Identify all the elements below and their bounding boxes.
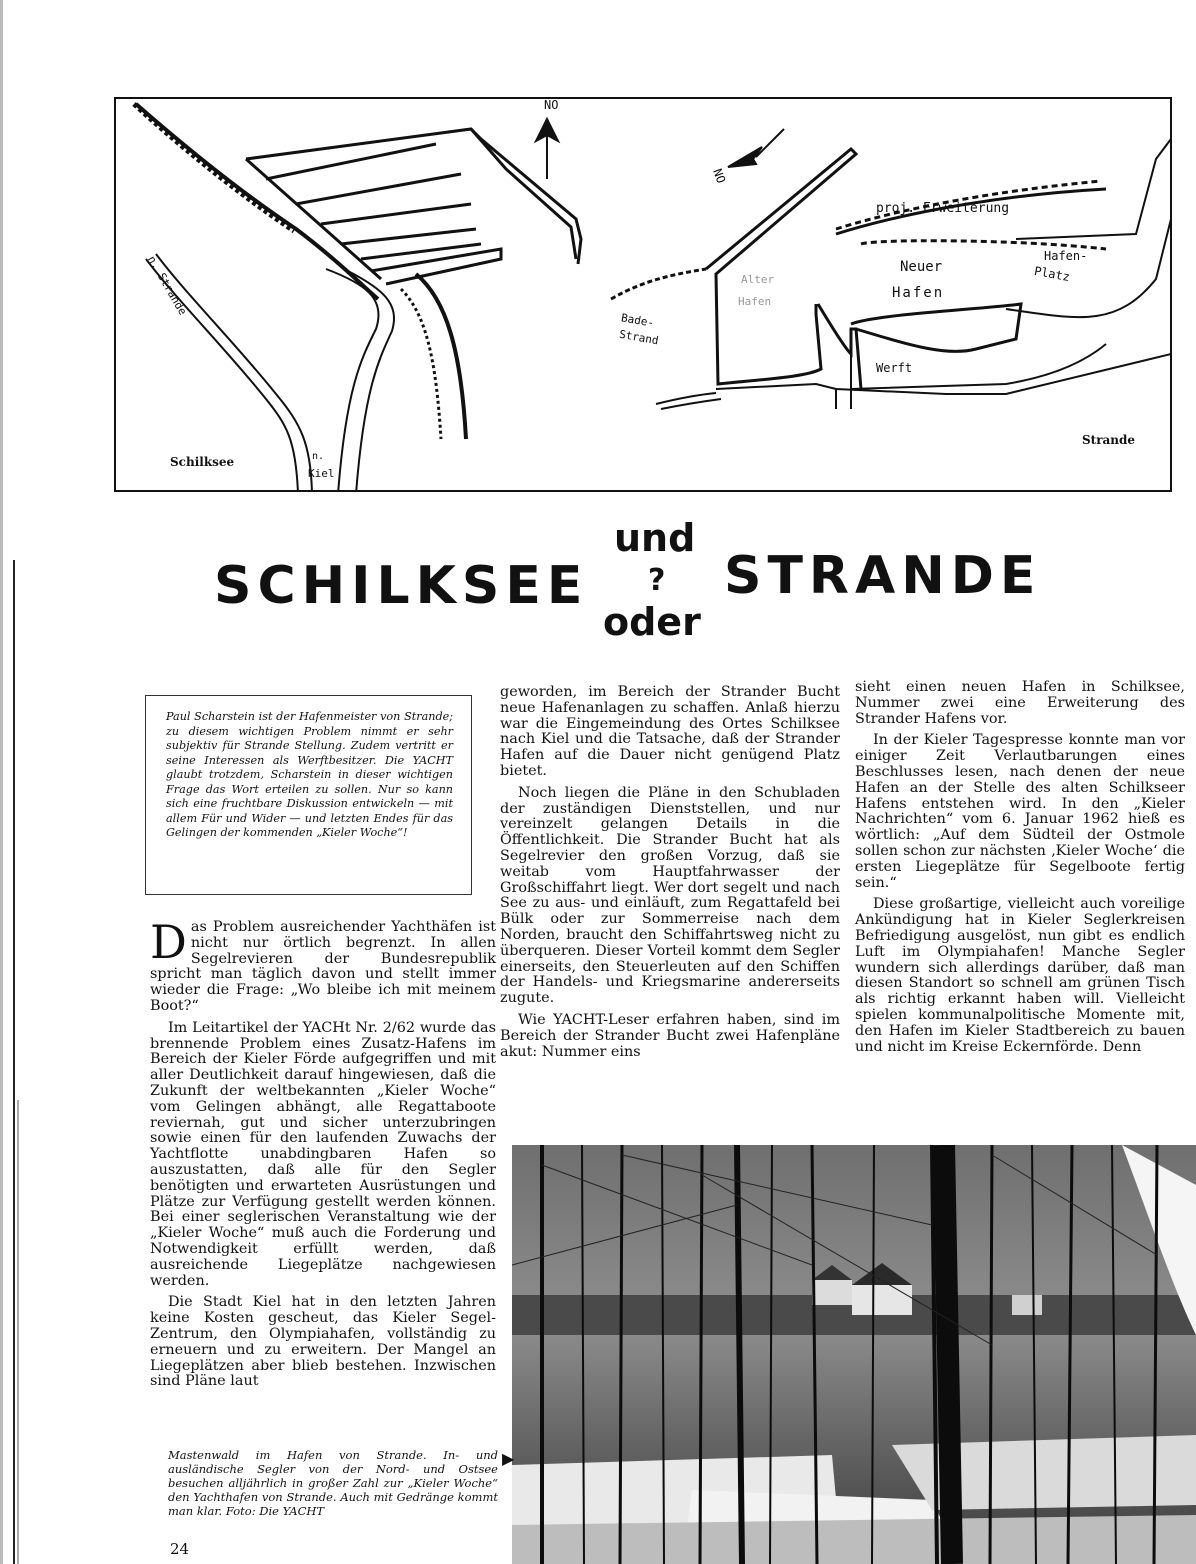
article-paragraph: sieht einen neuen Hafen in Schilksee, Nummer zwei eine Erweiterung des Strander Hafens vor.	[855, 679, 1185, 727]
map-label-bade: Bade-	[620, 311, 656, 330]
headline-strande: STRANDE	[724, 546, 1042, 606]
photo-illustration	[512, 1145, 1196, 1564]
map-label-hafen: Hafen	[892, 285, 945, 301]
map-label-road-kiel: Kiel	[308, 467, 335, 480]
map-label-road-strande: n. Strande	[144, 253, 190, 318]
article-paragraph: as Problem ausreichender Yachthäfen ist nicht nur örtlich begrenzt. In allen Segelrevieren der Bundesrepublik spricht man täglich davon und stellt immer wieder die Frage: „Wo bleibe ich mit meinem Boot?“	[150, 919, 496, 1014]
harbor-map	[114, 97, 1172, 492]
editorial-note-box	[145, 695, 472, 895]
map-label-hafenplatz: Hafen-	[1044, 249, 1088, 263]
headline-oder: oder	[603, 600, 701, 644]
article-paragraph: Wie YACHT-Leser erfahren haben, sind im Bereich der Strander Bucht zwei Hafenpläne akut: Nummer eins	[500, 1011, 840, 1060]
article-column-2	[500, 685, 840, 1060]
map-label-alter-hafen: Hafen	[738, 295, 772, 308]
article-column-3	[855, 680, 1185, 1055]
article-paragraph: Im Leitartikel der YACHt Nr. 2/62 wurde das brennende Problem eines Zusatz-Hafens im Bereich der Kieler Förde aufgegriffen und mit aller Deutlichkeit darauf hingewiesen, daß die Zukunft der weltbekannten „Kieler Woche“ vom Gelingen abhängt, alle Regattaboote reviernah, gut und sicher unterzubringen sowie einen für den laufenden Zuwachs der Yachtflotte unabdingbaren Hafen so auszustatten, daß alle für den Segler benötigten und erwarteten Ausrüstungen und Plätze zur Verfügung gestellt werden können. Bei einer seglerischen Veranstaltung wie der „Kieler Woche“ muß auch die Forderung und Notwendigkeit erfüllt werden, daß ausreichende Liegeplätze nachgewiesen werden.	[150, 1019, 496, 1289]
page-number: 24	[170, 1540, 190, 1558]
map-label-alter: Alter	[741, 273, 775, 286]
map-label-neuer: Neuer	[900, 259, 943, 275]
editorial-note-text: Paul Scharstein ist der Hafenmeister von Strande; zu diesem wichtigen Problem nimmt er sehr subjektiv für Strande Stellung. Zudem vertritt er seine Interessen als Werftbesitzer. Die YACHT glaubt trotzdem, Scharstein in dieser wichtigen Frage das Wort erteilen zu sollen. Nur so kann sich eine fruchtbare Diskussion entwickeln — mit allem Für und Wider — und letzten Endes für das Gelingen der kommenden „Kieler Woche“!	[166, 710, 453, 839]
map-label-strand: Strand	[618, 327, 660, 348]
north-label-right: NO	[710, 166, 729, 186]
harbor-masts-photo	[512, 1145, 1196, 1564]
article-column-1	[150, 915, 496, 1390]
photo-caption: Mastenwald im Hafen von Strande. In- und ausländische Segler von der Nord- und Ostsee besuchen alljährlich in großer Zahl zur „Kieler Woche“ den Yachthafen von Strande. Auch mit Gedränge kommt man klar. Foto: Die YACHT	[168, 1448, 498, 1518]
caption-arrow-icon: ▶	[502, 1449, 515, 1468]
map-place-strande: Strande	[1082, 433, 1136, 447]
page-edge-shadow	[0, 0, 30, 1564]
map-label-road-n: n.	[312, 451, 325, 462]
map-place-schilksee: Schilksee	[170, 455, 235, 469]
map-label-platz: Platz	[1033, 263, 1072, 285]
article-paragraph: geworden, im Bereich der Strander Bucht neue Hafenanlagen zu schaffen. Anlaß hierzu war die Eingemeindung des Ortes Schilksee nach Kiel und die Tatsache, daß der Strander Hafen auf die Dauer nicht genügend Platz bietet.	[500, 684, 840, 779]
article-paragraph: In der Kieler Tagespresse konnte man vor einiger Zeit Verlautbarungen eines Beschlusses lesen, nach denen der neue Hafen an der Stelle des alten Schilkseer Hafens entstehen wird. In den „Kieler Nachrichten“ vom 6. Januar 1962 hieß es wörtlich: „Auf dem Südteil der Ostmole sollen schon zur nächsten ‚Kieler Woche‘ die ersten Liegeplätze für Segelboote fertig sein.“	[855, 732, 1185, 891]
headline-und: und	[614, 516, 696, 560]
map-label-werft: Werft	[876, 361, 913, 375]
north-label-left: NO	[544, 98, 559, 112]
headline-question-mark: ?	[648, 563, 666, 598]
article-paragraph: Die Stadt Kiel hat in den letzten Jahren keine Kosten gescheut, das Kieler Segel-Zentrum, den Olympiahafen, vollständig zu erneuern und zu erweitern. Der Mangel an Liegeplätzen aber blieb bestehen. Inzwischen sind Pläne laut	[150, 1294, 496, 1390]
article-paragraph: Noch liegen die Pläne in den Schubladen der zuständigen Dienststellen, und nur vereinzelt gelangen Details in die Öffentlichkeit. Die Strander Bucht hat als Segelrevier den großen Vorzug, daß sie weitab vom Hauptfahrwasser der Großschiffahrt liegt. Wer dort segelt und nach See zu aus- und einläuft, zum Regattafeld bei Bülk oder zur Sommerreise nach dem Norden, braucht den Schiffahrtsweg nicht zu überqueren. Dieser Vorteil kommt dem Segler einerseits, den Steuerleuten auf den Schiffen der Handels- und Kriegsmarine andererseits zugute.	[500, 784, 840, 1007]
article-paragraph: Diese großartige, vielleicht auch voreilige Ankündigung hat in Kieler Seglerkreisen Befriedigung ausgelöst, nun gibt es endlich Luft im Olympiahafen! Manche Segler wundern sich allerdings darüber, daß man diesen Standort so schnell am grünen Tisch als richtig erkannt haben will. Vielleicht spielen kommunalpolitische Momente mit, den Hafen im Kieler Stadtbereich zu bauen und nicht im Kreise Eckernförde. Denn	[855, 896, 1185, 1055]
drop-cap: D	[150, 915, 187, 969]
harbor-map-drawing	[116, 99, 1172, 492]
map-label-proj-erweiterung: proj. Erweiterung	[876, 201, 1010, 216]
headline-schilksee: SCHILKSEE	[214, 556, 589, 616]
